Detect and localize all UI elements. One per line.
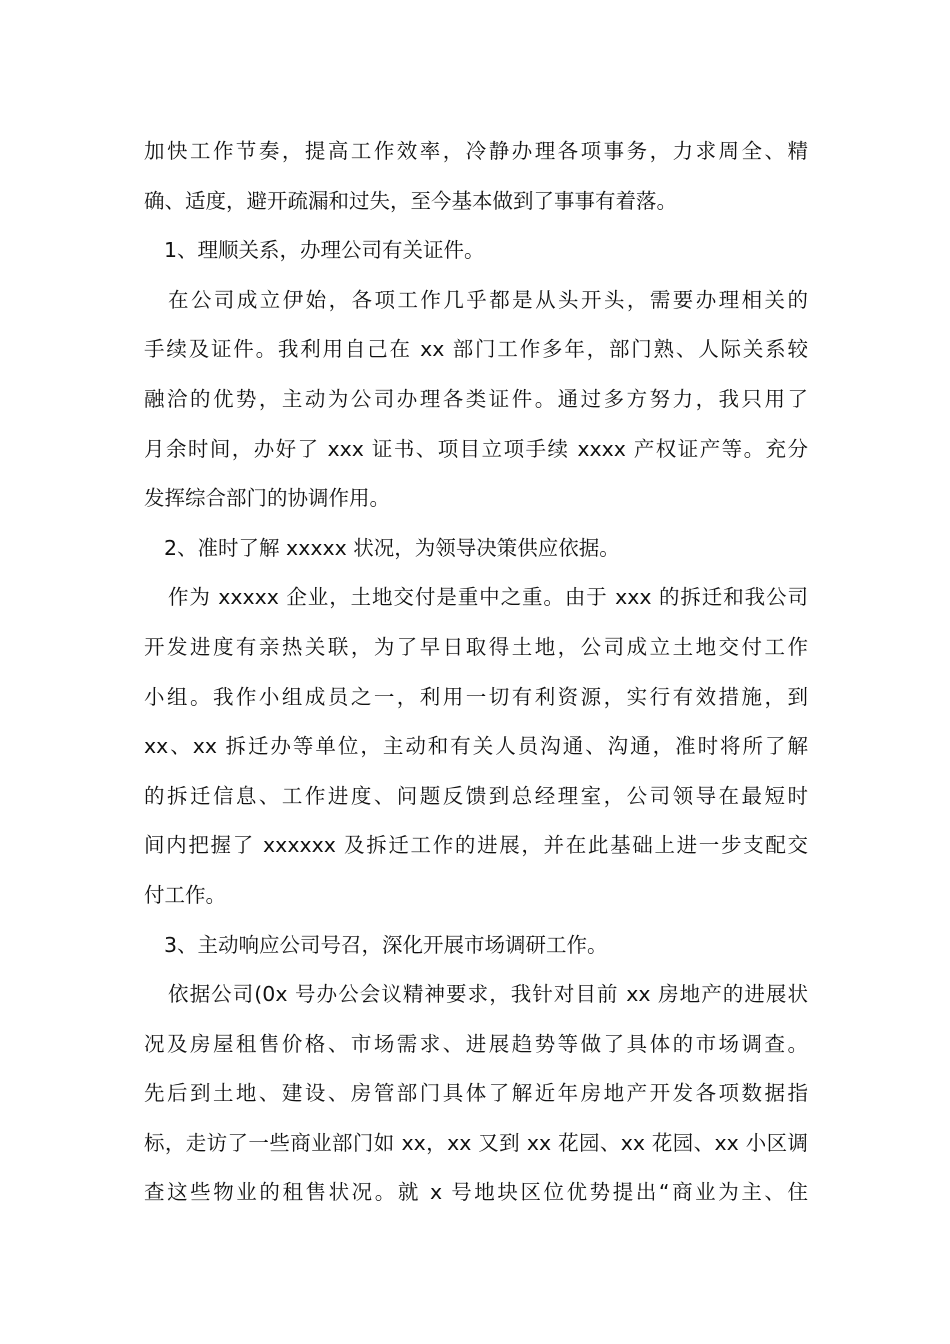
text-line: 小组。我作小组成员之一，利用一切有利资源，实行有效措施，到 xyxy=(144,684,808,709)
document-body xyxy=(144,127,808,1218)
section-heading: 3、主动响应公司号召，深化开展市场调研工作。 xyxy=(164,932,608,957)
text-line: 间内把握了 xxxxxx 及拆迁工作的进展，并在此基础上进一步支配交 xyxy=(144,833,808,858)
text-line: 的拆迁信息、工作进度、问题反馈到总经理室，公司领导在最短时 xyxy=(144,783,808,808)
text-line: xx、xx 拆迁办等单位，主动和有关人员沟通、沟通，准时将所了解 xyxy=(144,734,808,759)
text-line: 加快工作节奏，提高工作效率，冷静办理各项事务，力求周全、精 xyxy=(144,139,808,163)
text-line: 在公司成立伊始，各项工作几乎都是从头开头，需要办理相关的 xyxy=(168,287,808,312)
section-heading: 2、准时了解 xxxxx 状况，为领导决策供应依据。 xyxy=(164,535,620,560)
text-line: 手续及证件。我利用自己在 xx 部门工作多年，部门熟、人际关系较 xyxy=(144,337,808,362)
text-line: 先后到土地、建设、房管部门具体了解近年房地产开发各项数据指 xyxy=(144,1081,808,1106)
text-line: 确、适度，避开疏漏和过失，至今基本做到了事事有着落。 xyxy=(144,188,677,213)
text-line: 况及房屋租售价格、市场需求、进展趋势等做了具体的市场调查。 xyxy=(144,1031,808,1056)
text-line: 依据公司(0x 号办公会议精神要求，我针对目前 xx 房地产的进展状 xyxy=(168,982,808,1007)
text-line: 融洽的优势，主动为公司办理各类证件。通过多方努力，我只用了 xyxy=(144,386,808,411)
text-line: 月余时间，办好了 xxx 证书、项目立项手续 xxxx 产权证产等。充分 xyxy=(144,436,808,461)
text-line: 发挥综合部门的协调作用。 xyxy=(144,486,390,511)
text-line: 开发进度有亲热关联，为了早日取得土地，公司成立土地交付工作 xyxy=(144,634,808,659)
text-line: 付工作。 xyxy=(144,882,226,907)
text-line: 查这些物业的租售状况。就 x 号地块区位优势提出“商业为主、住 xyxy=(144,1180,808,1205)
text-line: 标，走访了一些商业部门如 xx，xx 又到 xx 花园、xx 花园、xx 小区调 xyxy=(144,1130,808,1155)
section-heading: 1、理顺关系，办理公司有关证件。 xyxy=(164,238,485,263)
text-line: 作为 xxxxx 企业，土地交付是重中之重。由于 xxx 的拆迁和我公司 xyxy=(168,585,808,610)
